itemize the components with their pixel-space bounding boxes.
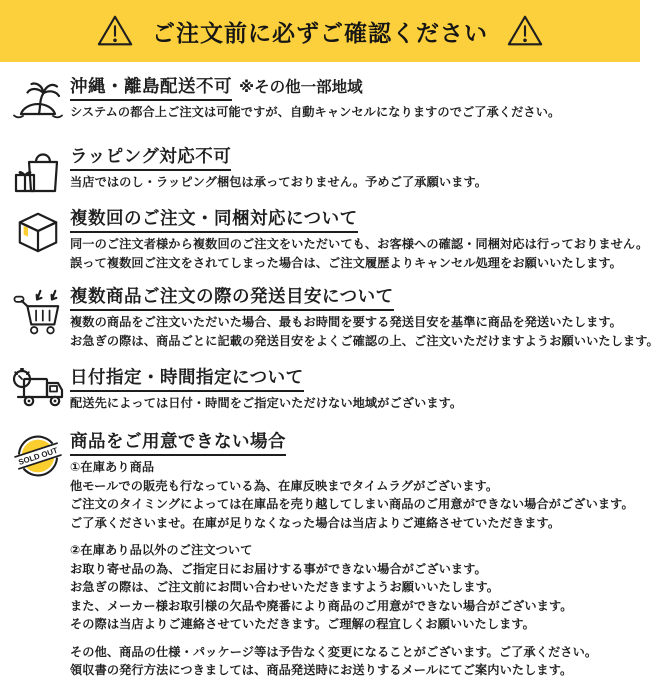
section-item-unavailable <box>6 429 632 680</box>
section-body-line: 配送先によっては日付・時間をご指定いただけない地域がございます。 <box>70 396 463 410</box>
section-body-line: その際は当店よりご連絡させていただきます。ご理解の程宜しくお願いいたします。 <box>70 617 535 631</box>
section-body-line: 領収書の発行方法につきましては、商品発送時にお送りするメールにてご案内いたします。 <box>70 663 573 677</box>
island-palm-icon <box>12 76 64 124</box>
section-title-suffix: ※その他一部地域 <box>239 79 363 96</box>
section-body-line: ①在庫あり商品 <box>70 460 155 474</box>
sold-out-label: SOLD OUT <box>17 445 59 467</box>
section-title: 日付指定・時間指定について <box>70 365 304 392</box>
section-title: ラッピング対応不可 <box>70 144 231 171</box>
warning-triangle-icon <box>506 13 544 49</box>
section-title: 沖縄・離島配送不可 <box>70 74 232 101</box>
section-body-line: その他、商品の仕様・パッケージ等は予告なく変更になることがございます。ご了承ください。 <box>70 644 598 659</box>
section-multiple-orders <box>6 206 649 272</box>
package-box-icon <box>13 208 63 254</box>
section-title: 複数回のご注文・同梱対応について <box>70 206 358 233</box>
confirm-before-order-banner <box>0 0 640 62</box>
cart-icon <box>12 286 64 336</box>
section-title: 複数商品ご注文の際の発送目安について <box>70 284 394 311</box>
section-body-line: 同一のご注文者様から複数回のご注文をいただいても、お客様への確認・同梱対応は行っておりません。 <box>70 237 649 251</box>
section-body-line: 誤って複数回ご注文をされてしまった場合は、ご注文履歴よりキャンセル処理をお願いいたします。 <box>70 255 622 270</box>
warning-triangle-icon <box>96 13 134 49</box>
section-title: 商品をご用意できない場合 <box>70 429 286 456</box>
gift-bag-icon <box>12 146 64 194</box>
section-body-line: また、メーカー様お取引様の欠品や廃番により商品のご用意ができない場合がございます。 <box>70 598 573 613</box>
delivery-truck-icon <box>11 367 65 413</box>
section-okinawa-remote-islands <box>6 74 632 124</box>
section-body-line: システムの都合上ご注文は可能ですが、自動キャンセルになりますのでご了承ください。 <box>70 105 561 119</box>
section-body-line: ご注文のタイミングによっては在庫品を売り越してしまい商品のご用意ができない場合がございます。 <box>70 497 634 511</box>
sold-out-stamp-icon <box>12 431 64 481</box>
section-date-time <box>6 365 632 413</box>
section-body-line: お急ぎの際は、ご注文前にお問い合わせいただきますようお願いいたします。 <box>70 580 500 594</box>
section-body-line: 他モールでの販売も行なっている為、在庫反映までタイムラグがございます。 <box>70 478 499 493</box>
section-body-line: 複数の商品をご注文いただいた場合、最もお時間を要する発送目安を基準に商品を発送いたします。 <box>70 315 622 329</box>
section-no-wrapping <box>6 144 632 194</box>
section-shipping-estimate <box>6 284 659 350</box>
notice-content <box>0 74 659 680</box>
section-body-line: ご了承くださいませ。在庫が足りなくなった場合は当店よりご連絡させていただきます。 <box>70 515 561 530</box>
banner-title: ご注文前に必ずご確認ください <box>152 19 488 46</box>
section-body-line: お取り寄せ品の為、ご指定日にお届けする事ができない場合がございます。 <box>70 561 487 576</box>
section-body-line: ②在庫あり品以外のご注文ついて <box>70 543 253 557</box>
section-body-line: 当店ではのし・ラッピング梱包は承っておりません。予めご了承願います。 <box>70 175 488 189</box>
section-body-line: お急ぎの際は、商品ごとに記載の発送目安をよくご確認の上、ご注文いただけますようお願いいたします。 <box>70 333 659 348</box>
